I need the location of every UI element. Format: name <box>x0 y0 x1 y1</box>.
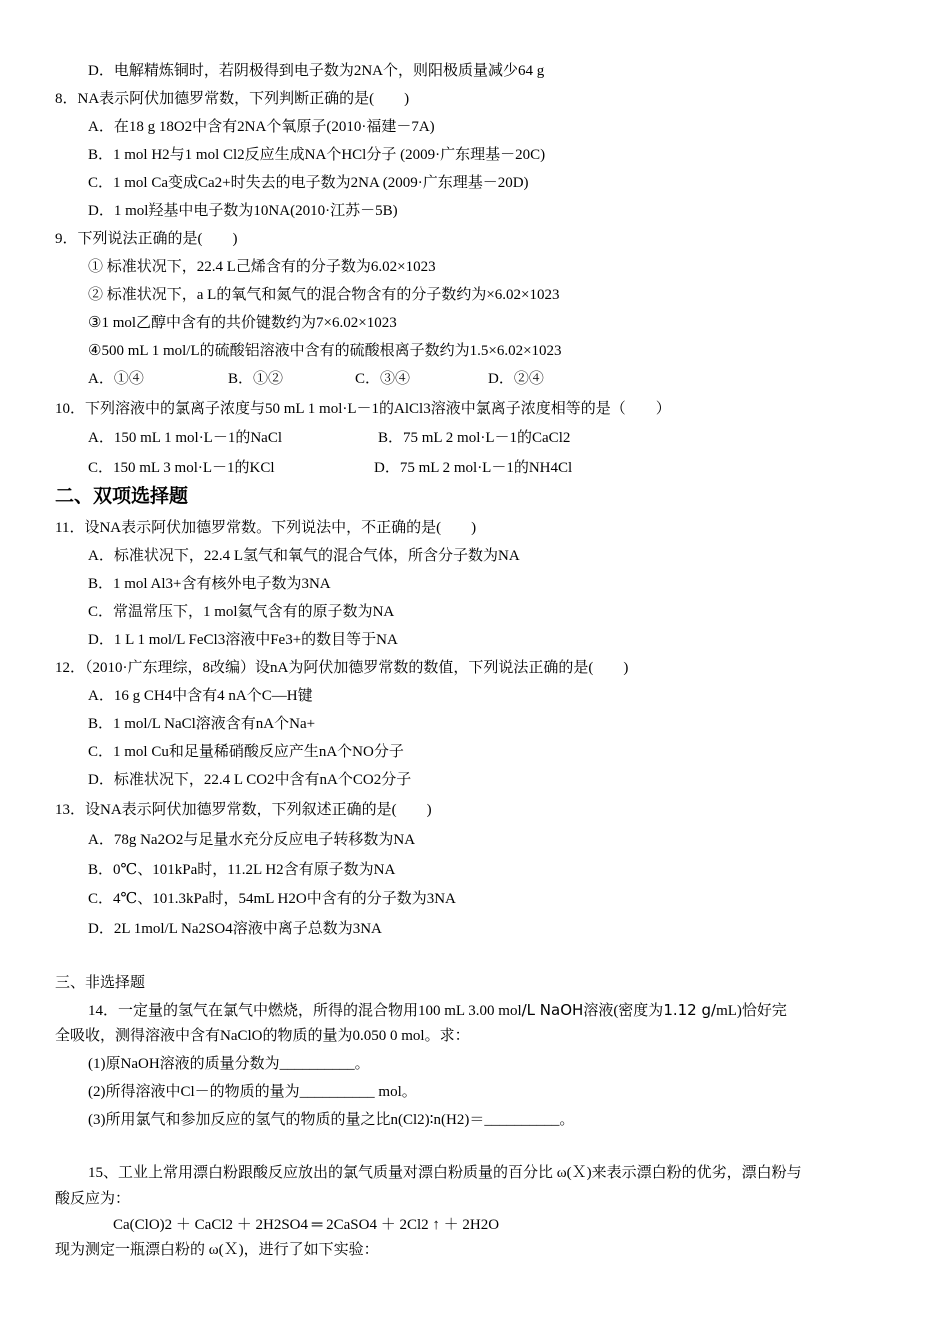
q9-statement-4: ④500 mL 1 mol/L的硫酸铝溶液中含有的硫酸根离子数约为1.5×6.02×1023 <box>88 343 562 359</box>
q12-option-b: B．1 mol/L NaCl溶液含有nA个Na+ <box>88 716 316 732</box>
q13-option-c: C．4℃、101.3kPa时，54mL H2O中含有的分子数为3NA <box>88 891 456 907</box>
q9-option-b: B．①② <box>228 371 284 387</box>
q9-options <box>88 369 544 389</box>
section-heading-non-choice: 三、非选择题 <box>55 975 146 991</box>
q11-option-c: C．常温常压下，1 mol氦气含有的原子数为NA <box>88 604 395 620</box>
q8-option-b: B．1 mol H2与1 mol Cl2反应生成NA个HCl分子 (2009·广东理基－20C) <box>88 147 546 163</box>
q12-option-c: C．1 mol Cu和足量稀硝酸反应产生nA个NO分子 <box>88 744 404 760</box>
section-heading-double-choice: 二、双项选择题 <box>55 485 189 507</box>
q13-option-a: A．78g Na2O2与足量水充分反应电子转移数为NA <box>88 832 416 848</box>
q12-option-d: D．标准状况下，22.4 L CO2中含有nA个CO2分子 <box>88 772 412 788</box>
q8-option-c: C．1 mol Ca变成Ca2+时失去的电子数为2NA (2009·广东理基－20D) <box>88 175 529 191</box>
q10-option-b: B．75 mL 2 mol·L－1的CaCl2 <box>378 430 571 446</box>
q10-stem: 10．下列溶液中的氯离子浓度与50 mL 1 mol·L－1的AlCl3溶液中氯离子浓度相等的是（ ） <box>55 401 671 417</box>
q15-stem-line1: 15、工业上常用漂白粉跟酸反应放出的氯气质量对漂白粉质量的百分比 ω(Ｘ)来表示漂白粉的优劣，漂白粉与 <box>88 1165 802 1181</box>
q15-equation: Ca(ClO)2 ＋ CaCl2 ＋ 2H2SO4 ═ 2CaSO4 ＋ 2Cl2 ↑ ＋ 2H2O <box>113 1217 500 1233</box>
q10-option-c: C．150 mL 3 mol·L－1的KCl <box>88 460 275 476</box>
q10-option-a: A．150 mL 1 mol·L－1的NaCl <box>88 430 283 446</box>
q12-option-a: A．16 g CH4中含有4 nA个C—H键 <box>88 688 313 704</box>
q7-option-d: D．电解精炼铜时，若阴极得到电子数为2NA个，则阳极质量减少64 g <box>88 63 545 79</box>
q13-option-d: D．2L 1mol/L Na2SO4溶液中离子总数为3NA <box>88 921 382 937</box>
q11-option-d: D．1 L 1 mol/L FeCl3溶液中Fe3+的数目等于NA <box>88 632 398 648</box>
q9-option-d: D．②④ <box>488 371 544 387</box>
q14-text-part5: mL)恰好完 <box>716 1003 787 1019</box>
q8-stem: 8．NA表示阿伏加德罗常数，下列判断正确的是( ) <box>55 91 410 107</box>
q9-statement-1: ① 标准状况下，22.4 L己烯含有的分子数为6.02×1023 <box>88 259 436 275</box>
q13-stem: 13．设NA表示阿伏加德罗常数，下列叙述正确的是( ) <box>55 802 432 818</box>
q14-text-part4: 1.12 g/ <box>663 1001 717 1019</box>
q14-stem-line1 <box>88 1000 787 1021</box>
q9-option-a: A．①④ <box>88 371 144 387</box>
q12-stem: 12．（2010·广东理综，8改编）设nA为阿伏加德罗常数的数值，下列说法正确的是( ) <box>55 660 629 676</box>
q14-text-part2: /L NaOH <box>521 1001 584 1019</box>
q9-statement-3: ③1 mol乙醇中含有的共价键数约为7×6.02×1023 <box>88 315 397 331</box>
q14-part-2: (2)所得溶液中Cl－的物质的量为__________ mol。 <box>88 1084 417 1100</box>
q14-stem-line2: 全吸收，测得溶液中含有NaClO的物质的量为0.050 0 mol。求： <box>55 1028 470 1044</box>
q14-part-3: (3)所用氯气和参加反应的氢气的物质的量之比n(Cl2)∶n(H2)＝__________。 <box>88 1112 575 1128</box>
q10-option-d: D．75 mL 2 mol·L－1的NH4Cl <box>374 460 573 476</box>
q15-stem-line3: 现为测定一瓶漂白粉的 ω(Ｘ)，进行了如下实验： <box>55 1242 379 1258</box>
q11-stem: 11．设NA表示阿伏加德罗常数。下列说法中，不正确的是( ) <box>55 520 477 536</box>
q14-text-part3: 溶液(密度为 <box>583 1003 664 1019</box>
q11-option-a: A．标准状况下，22.4 L氢气和氧气的混合气体，所含分子数为NA <box>88 548 520 564</box>
q8-option-d: D．1 mol羟基中电子数为10NA(2010·江苏－5B) <box>88 203 398 219</box>
q9-stem: 9．下列说法正确的是( ) <box>55 231 238 247</box>
q9-statement-2: ② 标准状况下，a L的氧气和氮气的混合物含有的分子数约为×6.02×1023 <box>88 287 560 303</box>
q8-option-a: A．在18 g 18O2中含有2NA个氧原子(2010·福建－7A) <box>88 119 435 135</box>
q9-option-c: C．③④ <box>355 371 411 387</box>
q14-part-1: (1)原NaOH溶液的质量分数为__________。 <box>88 1056 370 1072</box>
q13-option-b: B．0℃、101kPa时，11.2L H2含有原子数为NA <box>88 862 396 878</box>
q15-stem-line2: 酸反应为： <box>55 1191 131 1207</box>
q14-text-part1: 14．一定量的氢气在氯气中燃烧，所得的混合物用100 mL 3.00 mol <box>88 1003 522 1019</box>
q11-option-b: B．1 mol Al3+含有核外电子数为3NA <box>88 576 331 592</box>
